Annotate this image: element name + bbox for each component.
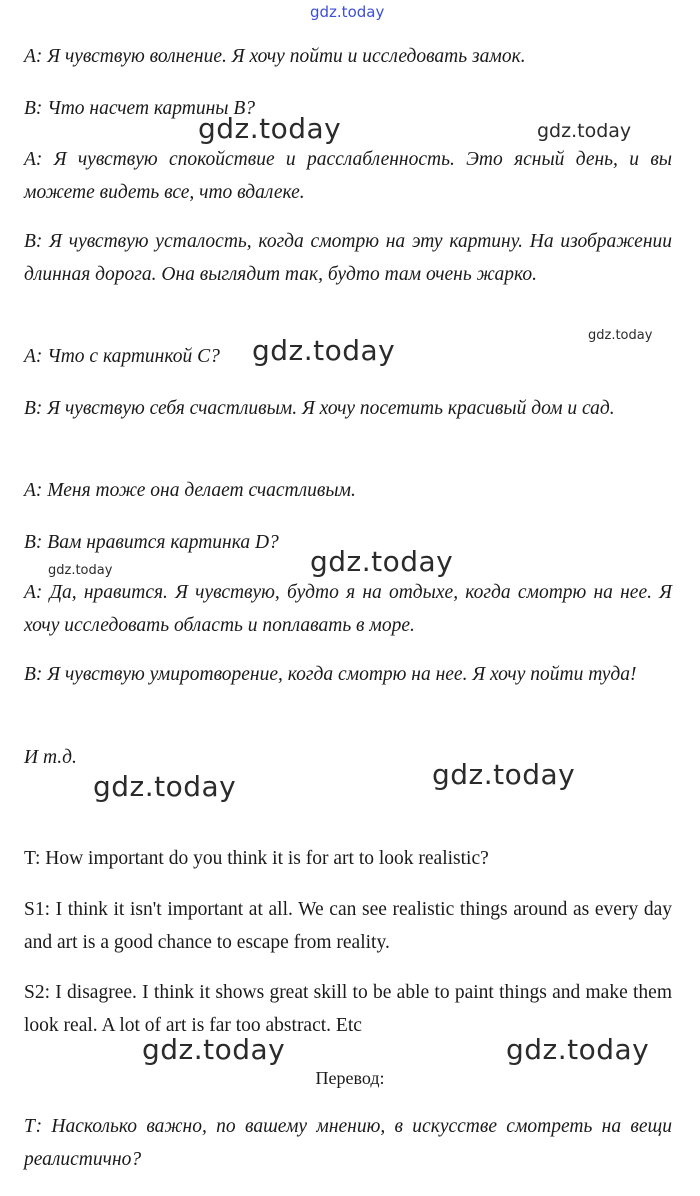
dialogue-line-11: И т.д.: [24, 747, 77, 768]
dialogue-line-1: А: Я чувствую волнение. Я хочу пойти и исследовать замок.: [24, 46, 526, 67]
dialogue-line-6: В: Я чувствую себя счастливым. Я хочу посетить красивый дом и сад.: [24, 398, 615, 419]
dialogue-line-8: В: Вам нравится картинка D?: [24, 532, 279, 553]
dialogue-line-9: А: Да, нравится. Я чувствую, будто я на отдыхе, когда смотрю на нее. Я хочу исследовать область и поплавать в море.: [24, 582, 672, 636]
english-line-1: T: How important do you think it is for art to look realistic?: [24, 848, 489, 869]
watermark-top: gdz.today: [310, 3, 385, 21]
watermark: gdz.today: [198, 112, 342, 145]
watermark: gdz.today: [588, 328, 653, 343]
english-line-2: S1: I think it isn't important at all. We can see realistic things around as every day and art is a good chance to escape from reality.: [24, 899, 672, 953]
watermark: gdz.today: [310, 545, 454, 578]
watermark: gdz.today: [506, 1033, 650, 1066]
watermark: gdz.today: [48, 563, 113, 578]
dialogue-line-5: А: Что с картинкой С?: [24, 346, 220, 367]
dialogue-line-10: В: Я чувствую умиротворение, когда смотрю на нее. Я хочу пойти туда!: [24, 664, 637, 685]
dialogue-line-7: А: Меня тоже она делает счастливым.: [24, 480, 356, 501]
watermark: gdz.today: [252, 334, 396, 367]
english-line-3: S2: I disagree. I think it shows great skill to be able to paint things and make them look real. A lot of art is far too abstract. Etc: [24, 982, 672, 1036]
watermark: gdz.today: [93, 770, 237, 803]
dialogue-line-3: А: Я чувствую спокойствие и расслабленность. Это ясный день, и вы можете видеть все, что вдалеке.: [24, 149, 672, 203]
translation-line-1: Т: Насколько важно, по вашему мнению, в искусстве смотреть на вещи реалистично?: [24, 1116, 672, 1170]
watermark: gdz.today: [142, 1033, 286, 1066]
watermark: gdz.today: [432, 758, 576, 791]
dialogue-line-4: В: Я чувствую усталость, когда смотрю на эту картину. На изображении длинная дорога. Она выглядит так, будто там очень жарко.: [24, 231, 672, 285]
watermark: gdz.today: [537, 120, 632, 142]
translation-heading: Перевод:: [315, 1068, 385, 1088]
dialogue-line-2: В: Что насчет картины В?: [24, 98, 256, 119]
